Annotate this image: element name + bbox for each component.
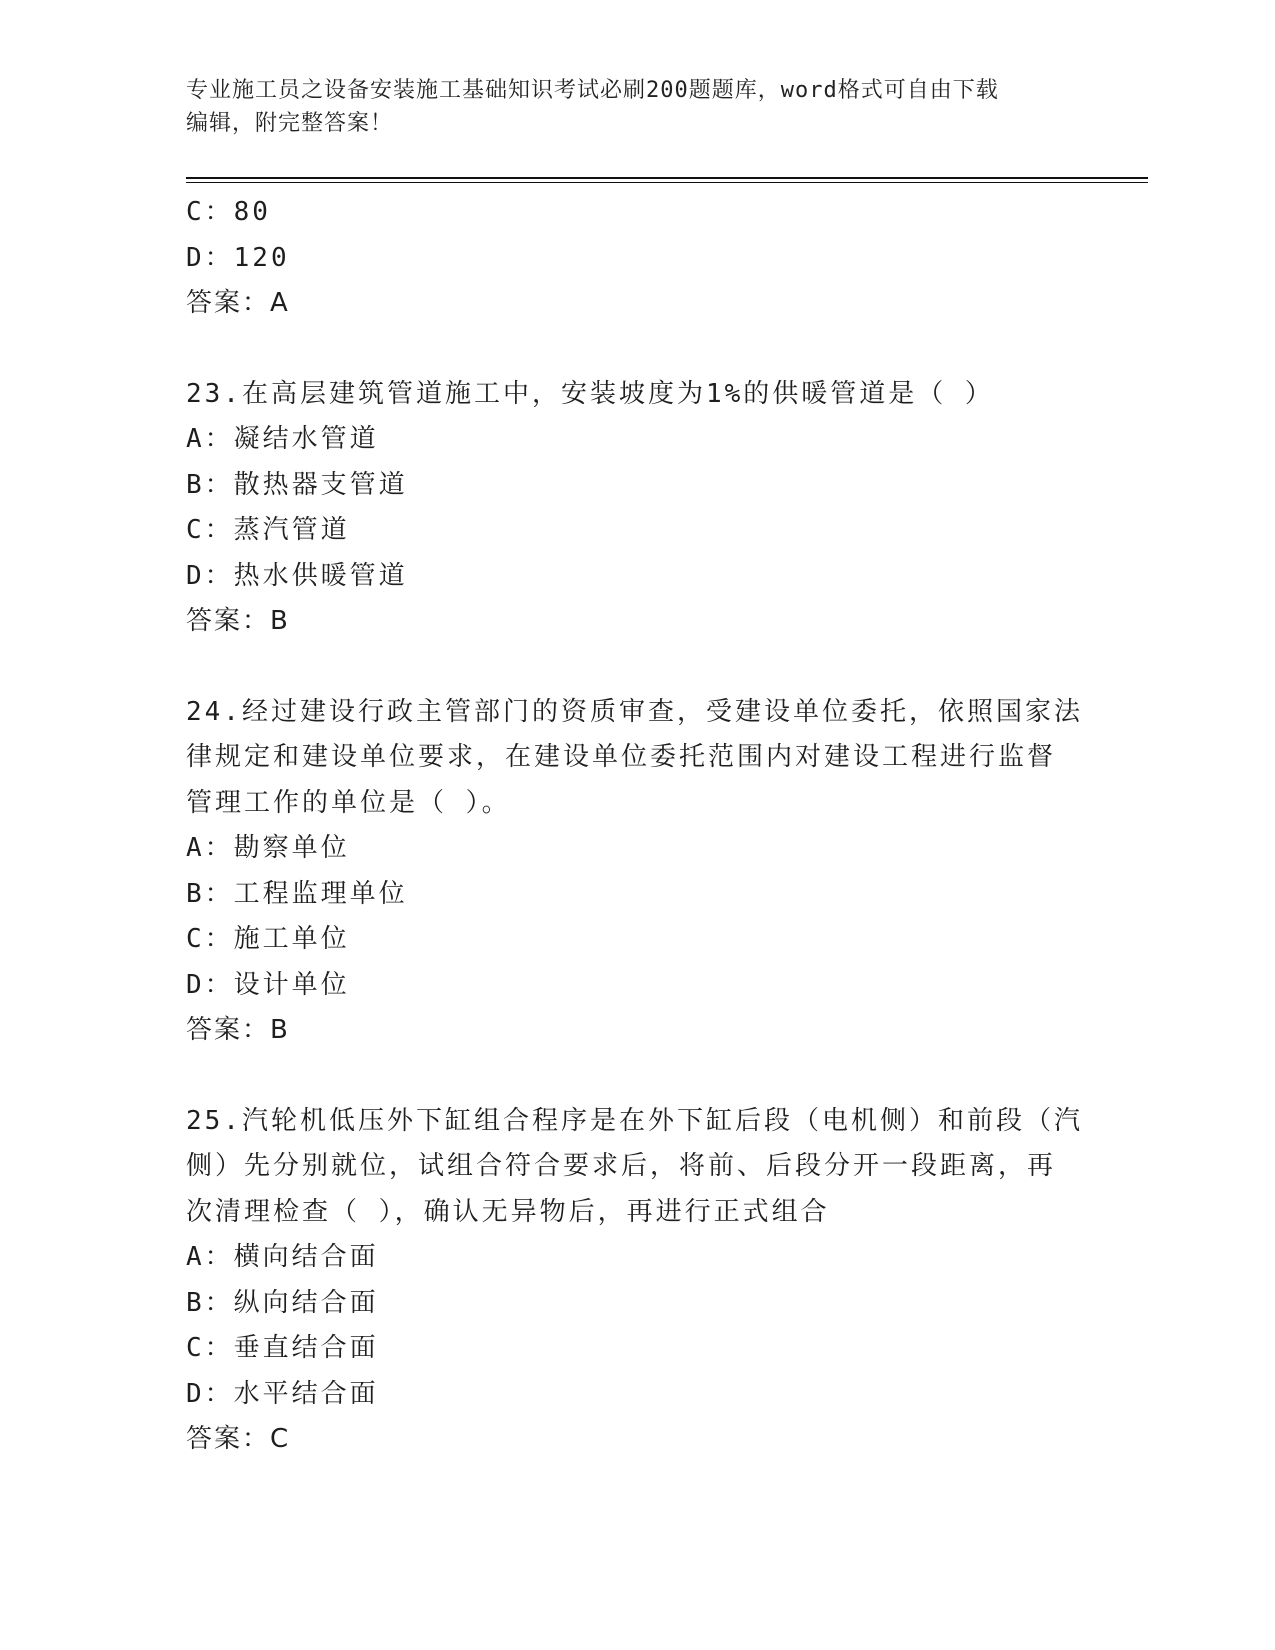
header-line-2: 编辑，附完整答案！ xyxy=(186,111,394,136)
option-b: B：工程监理单位 xyxy=(186,878,408,909)
option-a: A：凝结水管道 xyxy=(186,424,379,454)
option-c: C：施工单位 xyxy=(186,924,350,954)
option-d: D：120 xyxy=(186,242,290,273)
option-c: C：80 xyxy=(186,197,271,227)
option-b: B：散热器支管道 xyxy=(186,469,408,500)
answer-line: 答案：C xyxy=(186,1424,291,1454)
document-body xyxy=(186,190,1086,1463)
header-line-1: 专业施工员之设备安装施工基础知识考试必刷200题题库，word格式可自由下载 xyxy=(186,78,999,103)
question-22-tail xyxy=(186,190,1086,327)
option-d: D：热水供暖管道 xyxy=(186,560,408,591)
spacer xyxy=(186,645,1086,690)
option-b: B：纵向结合面 xyxy=(186,1287,379,1318)
spacer xyxy=(186,1054,1086,1099)
divider-thin xyxy=(186,182,1148,183)
document-header xyxy=(186,74,1086,140)
question-stem-line-1: 24.经过建设行政主管部门的资质审查，受建设单位委托，依照国家法 xyxy=(186,696,1083,727)
option-a: A：横向结合面 xyxy=(186,1242,379,1272)
question-stem-line-2: 律规定和建设单位要求，在建设单位委托范围内对建设工程进行监督 xyxy=(186,742,1057,772)
option-d: D：水平结合面 xyxy=(186,1378,379,1409)
question-stem-line-3: 次清理检查（ ），确认无异物后，再进行正式组合 xyxy=(186,1196,830,1227)
spacer xyxy=(186,327,1086,372)
header-divider xyxy=(186,177,1148,183)
question-stem-line-1: 25.汽轮机低压外下缸组合程序是在外下缸后段（电机侧）和前段（汽 xyxy=(186,1105,1083,1136)
answer-line: 答案：A xyxy=(186,288,290,318)
question-stem-line-3: 管理工作的单位是（ ）。 xyxy=(186,787,511,818)
option-c: C：垂直结合面 xyxy=(186,1333,379,1363)
option-c: C：蒸汽管道 xyxy=(186,515,350,545)
question-25 xyxy=(186,1099,1086,1463)
question-stem-line-2: 侧）先分别就位，试组合符合要求后，将前、后段分开一段距离，再 xyxy=(186,1151,1057,1181)
answer-line: 答案：B xyxy=(186,1015,290,1045)
option-d: D：设计单位 xyxy=(186,969,350,1000)
question-stem: 23.在高层建筑管道施工中，安装坡度为1%的供暖管道是（ ） xyxy=(186,378,994,409)
option-a: A：勘察单位 xyxy=(186,833,350,863)
divider-thick xyxy=(186,177,1148,179)
question-24 xyxy=(186,690,1086,1054)
question-23 xyxy=(186,372,1086,645)
answer-line: 答案：B xyxy=(186,606,290,636)
